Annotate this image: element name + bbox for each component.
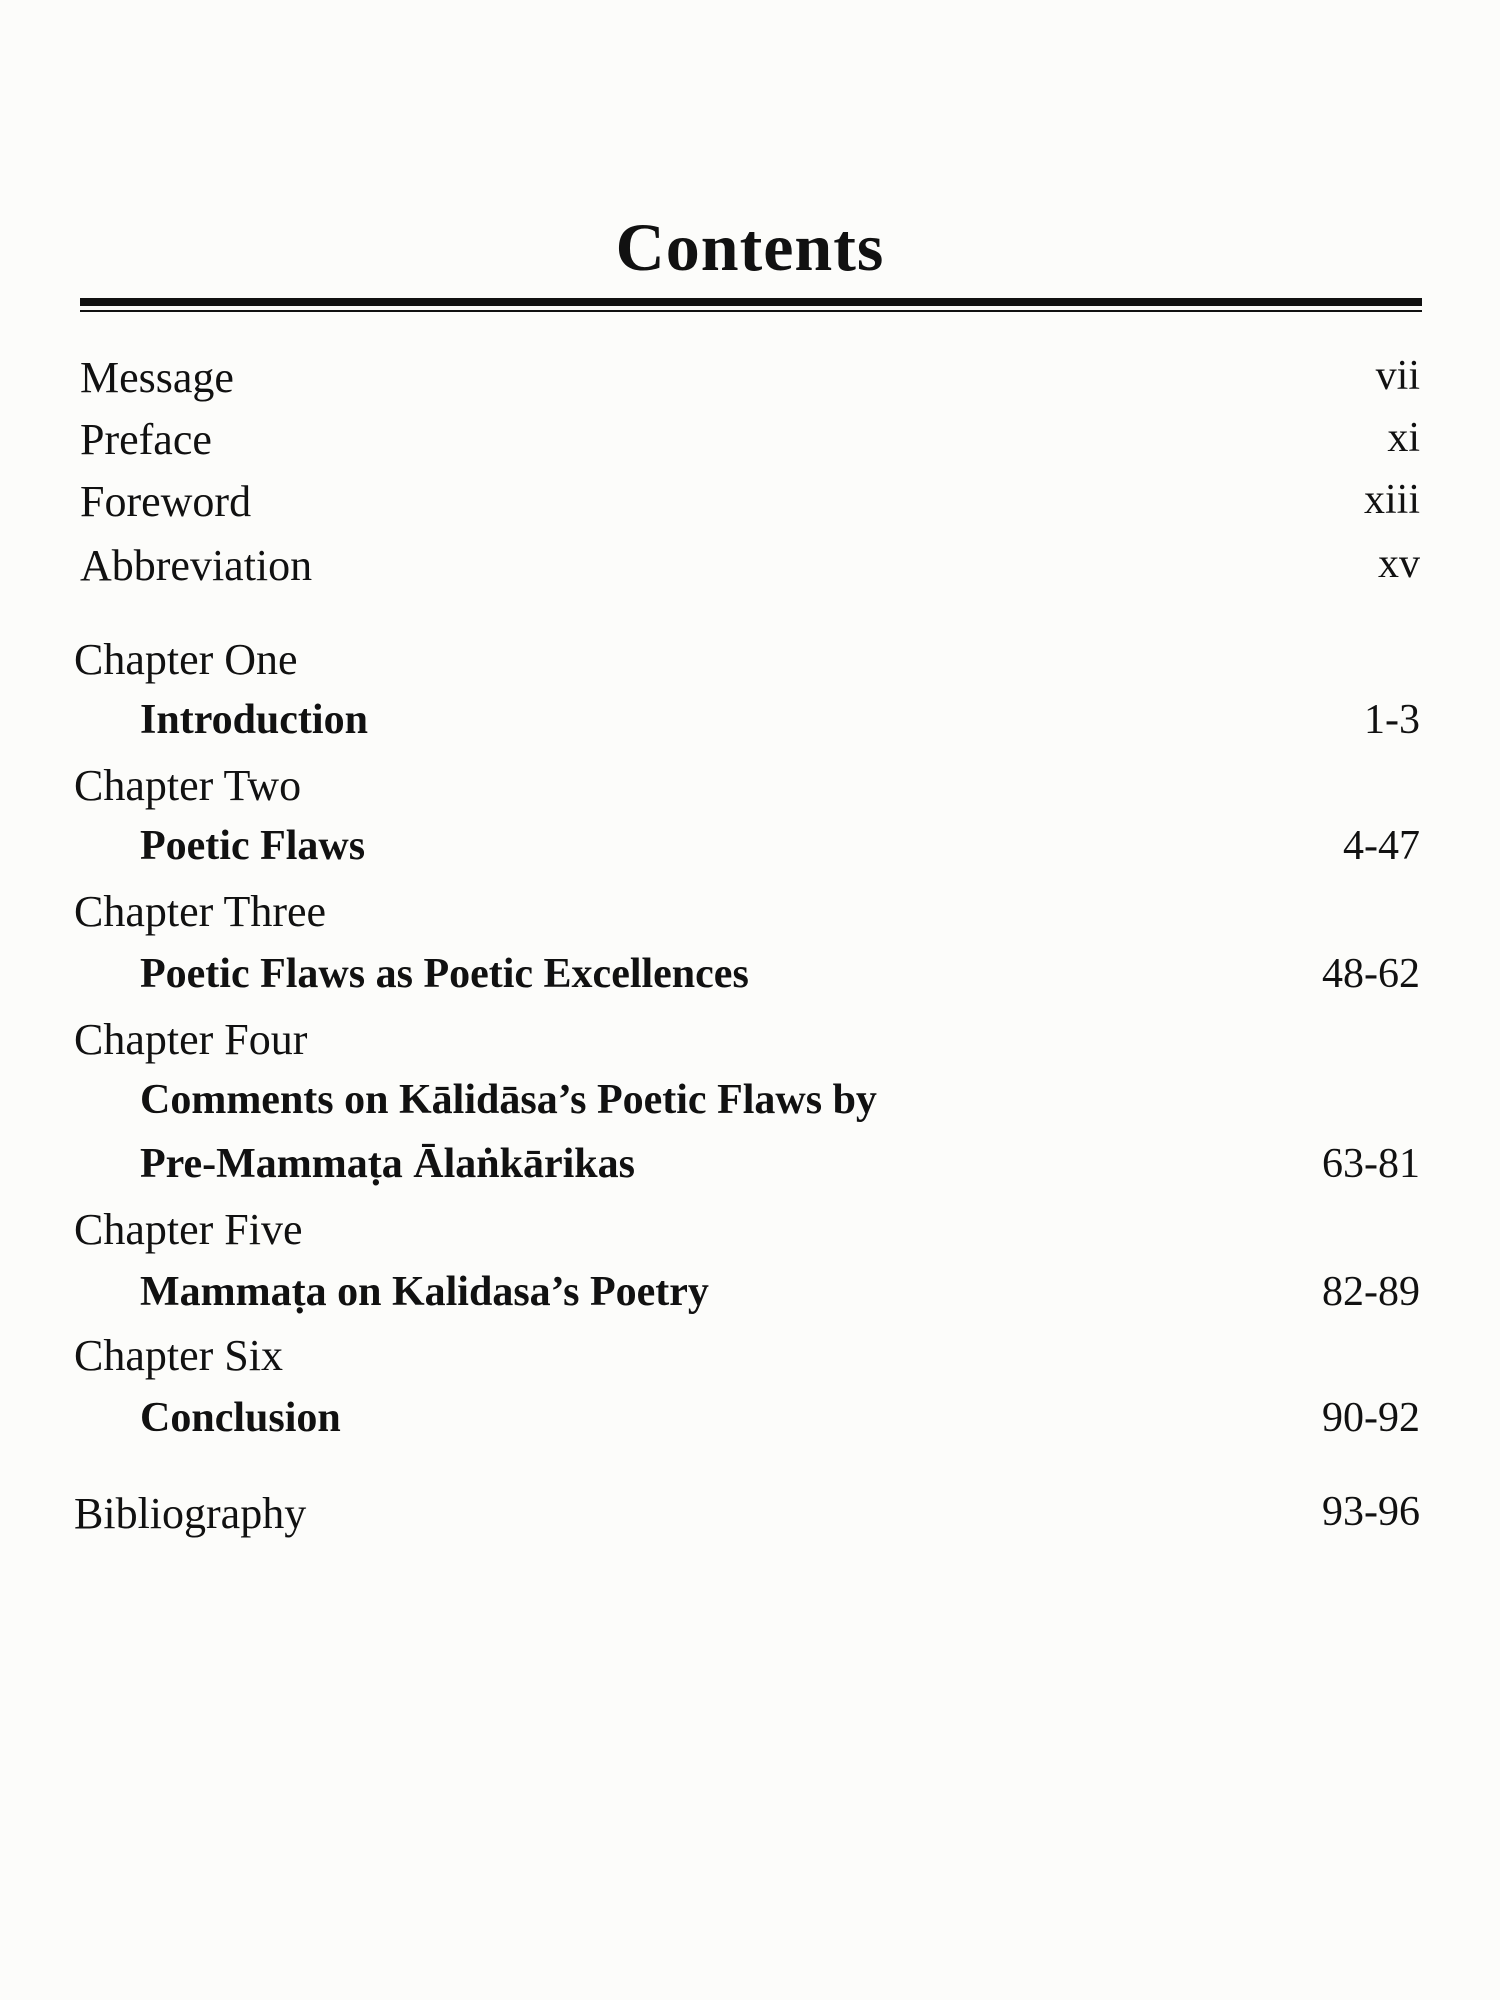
chapter-title: Conclusion (140, 1395, 341, 1441)
chapter-title: Introduction (140, 697, 368, 743)
chapter-heading: Chapter Five (74, 1205, 303, 1254)
entry-page: 90-92 (1322, 1395, 1420, 1441)
chapter-title: Poetic Flaws as Poetic Excellences (140, 951, 749, 997)
chapter-heading-one (0, 634, 1500, 696)
toc-entry-chapter-six[interactable] (0, 1394, 1500, 1456)
chapter-heading: Chapter Two (74, 761, 302, 810)
chapter-title: Mammaṭa on Kalidasa’s Poetry (140, 1269, 709, 1315)
entry-page: xiii (1363, 477, 1420, 523)
toc-entry-preface[interactable] (0, 414, 1500, 476)
entry-page: vii (1375, 353, 1420, 399)
entry-label: Foreword (80, 477, 252, 526)
entry-label: Message (80, 353, 234, 402)
chapter-heading: Chapter Six (74, 1331, 283, 1380)
entry-label: Abbreviation (80, 541, 313, 590)
entry-page: xv (1378, 541, 1420, 587)
toc-entry-foreword[interactable] (0, 476, 1500, 538)
toc-entry-chapter-five[interactable] (0, 1268, 1500, 1330)
entry-label: Preface (80, 415, 212, 464)
entry-page: 93-96 (1322, 1489, 1420, 1535)
toc-entry-abbreviation[interactable] (0, 540, 1500, 602)
chapter-title: Pre-Mammaṭa Ālaṅkārikas (140, 1141, 635, 1187)
toc-entry-chapter-three[interactable] (0, 950, 1500, 1012)
page-title: Contents (615, 209, 885, 285)
chapter-title: Poetic Flaws (140, 823, 366, 869)
entry-label: Bibliography (74, 1489, 307, 1538)
entry-page: xi (1387, 415, 1420, 461)
chapter-heading-four (0, 1014, 1500, 1076)
toc-entry-chapter-two[interactable] (0, 822, 1500, 884)
toc-entry-chapter-four-line-1[interactable] (0, 1076, 1500, 1138)
entry-page: 1-3 (1364, 697, 1420, 743)
entry-page: 82-89 (1322, 1269, 1420, 1315)
toc-entry-chapter-four-line-2[interactable] (0, 1140, 1500, 1202)
toc-entry-message[interactable] (0, 352, 1500, 414)
chapter-heading-five (0, 1204, 1500, 1266)
title-rule-thin (80, 310, 1422, 312)
chapter-title: Comments on Kālidāsa’s Poetic Flaws by (140, 1077, 877, 1123)
entry-page: 48-62 (1322, 951, 1420, 997)
title-rule-thick (80, 298, 1422, 306)
chapter-heading-six (0, 1330, 1500, 1392)
chapter-heading-three (0, 886, 1500, 948)
toc-entry-chapter-one[interactable] (0, 696, 1500, 758)
chapter-heading: Chapter Three (74, 887, 327, 936)
chapter-heading: Chapter One (74, 635, 298, 684)
entry-page: 4-47 (1343, 823, 1420, 869)
chapter-heading: Chapter Four (74, 1015, 308, 1064)
toc-entry-bibliography[interactable] (0, 1488, 1500, 1550)
chapter-heading-two (0, 760, 1500, 822)
entry-page: 63-81 (1322, 1141, 1420, 1187)
